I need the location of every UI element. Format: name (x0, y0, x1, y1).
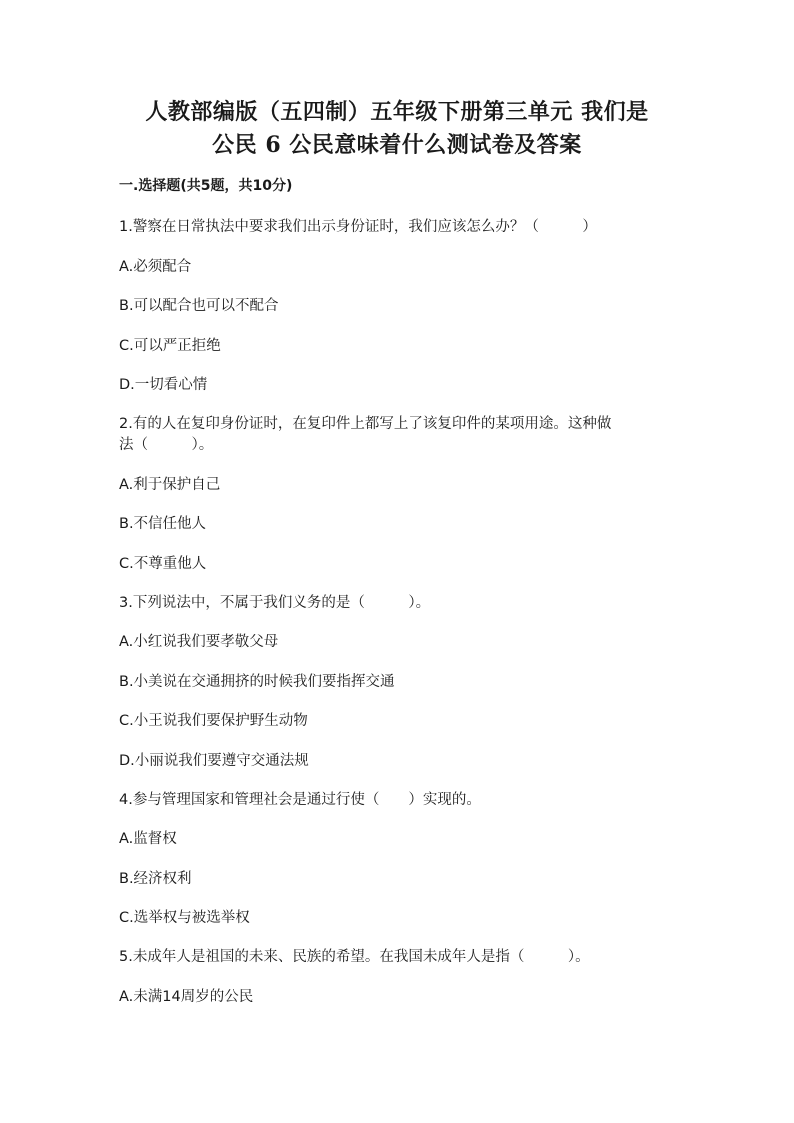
question-4-option-b: B.经济权利 (119, 871, 192, 887)
question-1-option-b: B.可以配合也可以不配合 (119, 298, 279, 314)
question-5-option-a: A.未满14周岁的公民 (119, 989, 254, 1005)
question-5-stem: 5.未成年人是祖国的未来、民族的希望。在我国未成年人是指（ ）。 (119, 949, 590, 965)
question-4-option-c: C.选举权与被选举权 (119, 910, 250, 926)
question-1-option-c: C.可以严正拒绝 (119, 338, 221, 354)
question-3-option-c: C.小王说我们要保护野生动物 (119, 713, 308, 729)
question-2-stem-line-2: 法（ ）。 (119, 437, 214, 453)
question-2-option-b: B.不信任他人 (119, 516, 207, 532)
question-3-option-a: A.小红说我们要孝敬父母 (119, 634, 279, 650)
question-3-option-b: B.小美说在交通拥挤的时候我们要指挥交通 (119, 674, 395, 690)
question-1-option-d: D.一切看心情 (119, 377, 208, 393)
question-3-stem: 3.下列说法中，不属于我们义务的是（ ）。 (119, 595, 431, 611)
question-1-stem: 1.警察在日常执法中要求我们出示身份证时，我们应该怎么办？（ ） (119, 219, 597, 235)
question-2-stem-line-1: 2.有的人在复印身份证时，在复印件上都写上了该复印件的某项用途。这种做 (119, 416, 612, 432)
question-4-stem: 4.参与管理国家和管理社会是通过行使（ ）实现的。 (119, 792, 481, 808)
question-3-option-d: D.小丽说我们要遵守交通法规 (119, 753, 309, 769)
question-2-option-c: C.不尊重他人 (119, 556, 207, 572)
question-1-option-a: A.必须配合 (119, 259, 192, 275)
document-title-line-2: 公民 6 公民意味着什么测试卷及答案 (212, 132, 582, 158)
section-header: 一.选择题(共5题，共10分) (119, 178, 293, 194)
document-title-line-1: 人教部编版（五四制）五年级下册第三单元 我们是 (145, 99, 649, 125)
question-2-option-a: A.利于保护自己 (119, 477, 221, 493)
question-4-option-a: A.监督权 (119, 831, 177, 847)
